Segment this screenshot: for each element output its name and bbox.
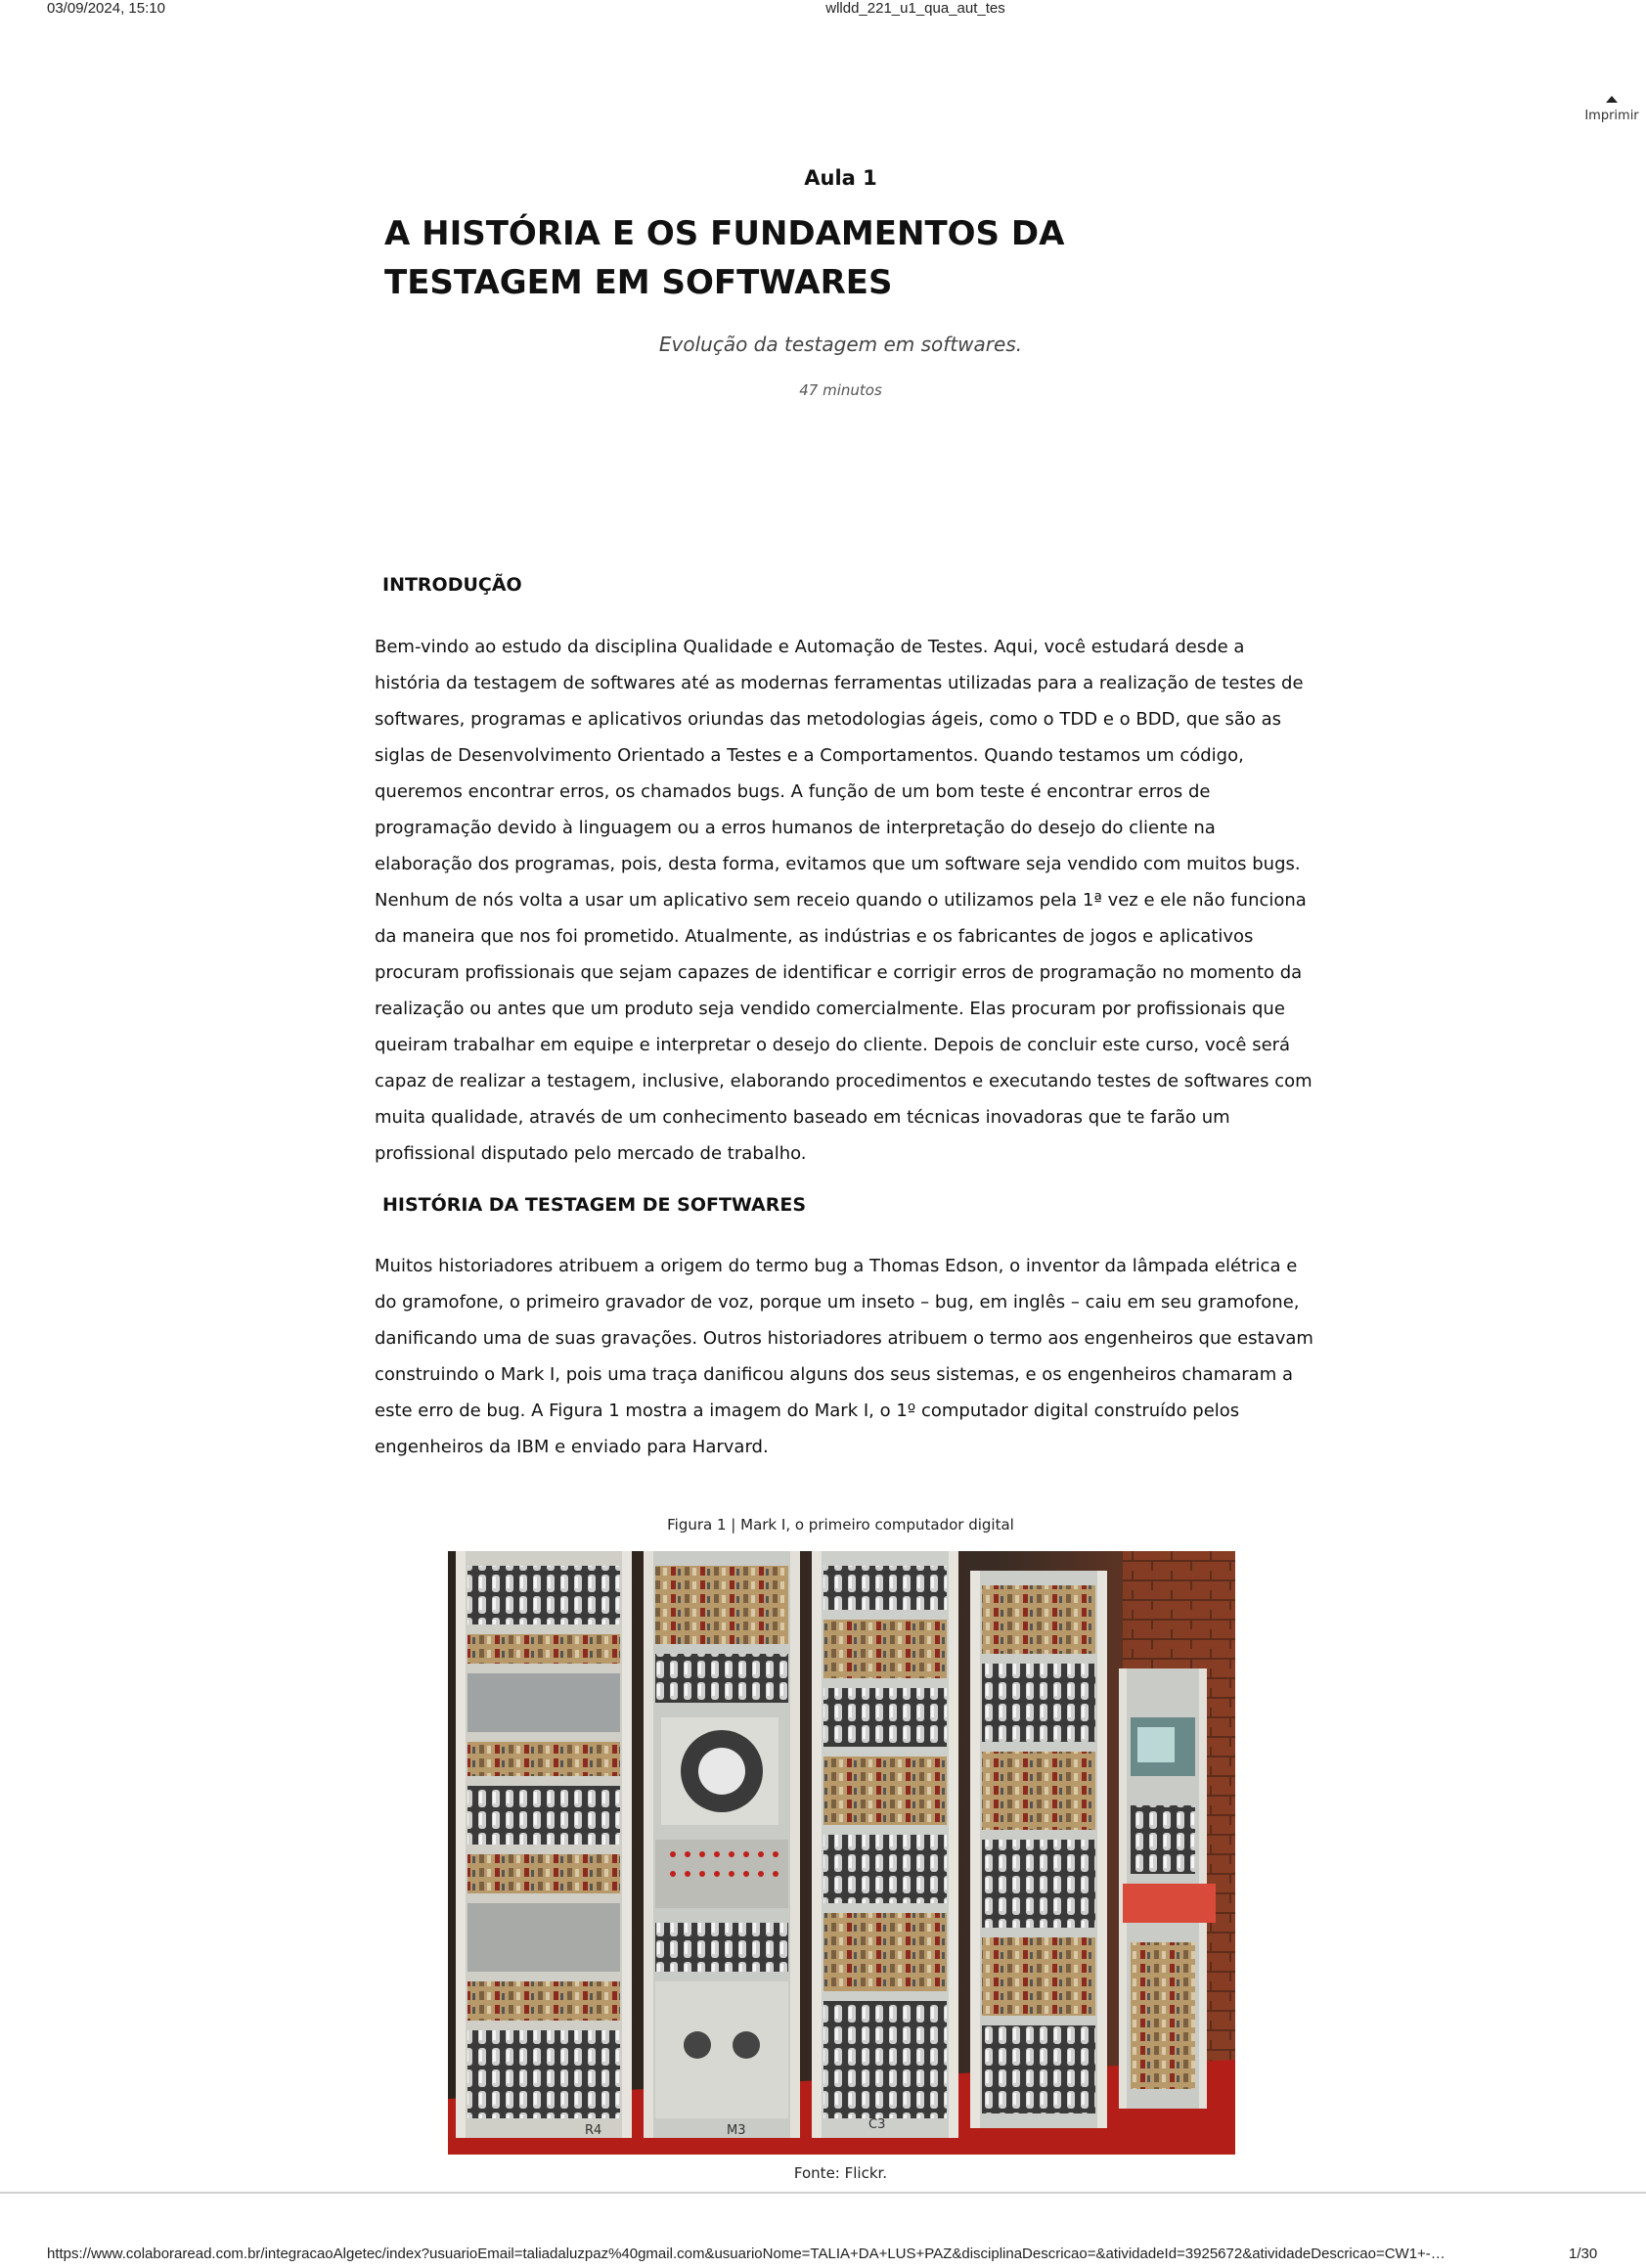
rack-label-m3: M3 (727, 2123, 746, 2138)
page-number: 1/30 (1569, 2246, 1598, 2262)
print-doc-title: wlldd_221_u1_qua_aut_tes (825, 0, 1005, 17)
footer-divider (0, 2192, 1646, 2194)
rack-4 (970, 1571, 1107, 2128)
section-body-introducao: Bem-vindo ao estudo da disciplina Qualidade e Automação de Testes. Aqui, você estudará desde a história da testagem de softwares até as modernas ferramentas utilizadas para a realização de testes de softwares, programas e aplicativos oriundas das metodologias ágeis, como o TDD e o BDD, que são as siglas de Desenvolvimento Orientado a Testes e a Comportamentos. Quando testamos um código, queremos encontrar erros, os chamados bugs. A função de um bom teste é encontrar erros de programação devido à linguagem ou a erros humanos de interpretação do desejo do cliente na elaboração dos programas, pois, desta forma, evitamos que um software seja vendido com muitos bugs. Nenhum de nós volta a usar um aplicativo sem receio quando o utilizamos pela 1ª vez e ele não funciona da maneira que nos foi prometido. Atualmente, as indústrias e os fabricantes de jogos e aplicativos procuram profissionais que sejam capazes de identificar e corrigir erros de programação no momento da realização ou antes que um produto seja vendido comercialmente. Elas procuram por profissionais que queiram trabalhar em equipe e interpretar o desejo do cliente. Depois de concluir este curso, você será capaz de realizar a testagem, inclusive, elaborando procedimentos e executando testes de softwares com muita qualidade, através de um conhecimento baseado em técnicas inovadoras que te farão um profissional disputado pelo mercado de trabalho. (375, 637, 1312, 1164)
rack-label-c3: C3 (868, 2117, 886, 2132)
print-date: 03/09/2024, 15:10 (47, 0, 165, 17)
rack-m3 (644, 1551, 800, 2138)
print-button-label: Imprimir (1584, 109, 1639, 123)
page-title: A HISTÓRIA E OS FUNDAMENTOS DA TESTAGEM EM SOFTWARES (384, 214, 1065, 302)
page-url: https://www.colaboraread.com.br/integracaoAlgetec/index?usuarioEmail=taliadaluzpaz%40gmail.com&usuarioNome=TALIA+DA+LUS+PAZ&disciplinaDescricao=&atividadeId=3925672&atividadeDescricao=CW1+-… (47, 2246, 1446, 2262)
rack-label-r4: R4 (585, 2123, 602, 2138)
rack-r4 (456, 1551, 632, 2138)
lesson-subtitle: Evolução da testagem em softwares. (658, 333, 1023, 356)
section-body-historia: Muitos historiadores atribuem a origem do termo bug a Thomas Edson, o inventor da lâmpada elétrica e do gramofone, o primeiro gravador de voz, porque um inseto – bug, em inglês – caiu em seu gramofone, danificando uma de suas gravações. Outros historiadores atribuem o termo aos engenheiros que estavam construindo o Mark I, pois uma traça danificou alguns dos seus sistemas, e os engenheiros chamaram a este erro de bug. A Figura 1 mostra a imagem do Mark I, o 1º computador digital construído pelos engenheiros da IBM e enviado para Harvard. (375, 1256, 1313, 1457)
section-heading-introducao: INTRODUÇÃO (382, 574, 522, 596)
print-button[interactable] (1580, 96, 1643, 123)
section-heading-historia: HISTÓRIA DA TESTAGEM DE SOFTWARES (382, 1194, 807, 1216)
lesson-duration: 47 minutos (799, 381, 882, 399)
rack-5 (1119, 1668, 1216, 2109)
lesson-label: Aula 1 (804, 166, 877, 190)
rack-c3 (812, 1551, 958, 2138)
figure-source: Fonte: Flickr. (793, 2164, 888, 2182)
caret-up-icon (1606, 96, 1618, 103)
mark-i-computer-photo (448, 1551, 1235, 2155)
figure-caption: Figura 1 | Mark I, o primeiro computador digital (667, 1516, 1014, 1534)
